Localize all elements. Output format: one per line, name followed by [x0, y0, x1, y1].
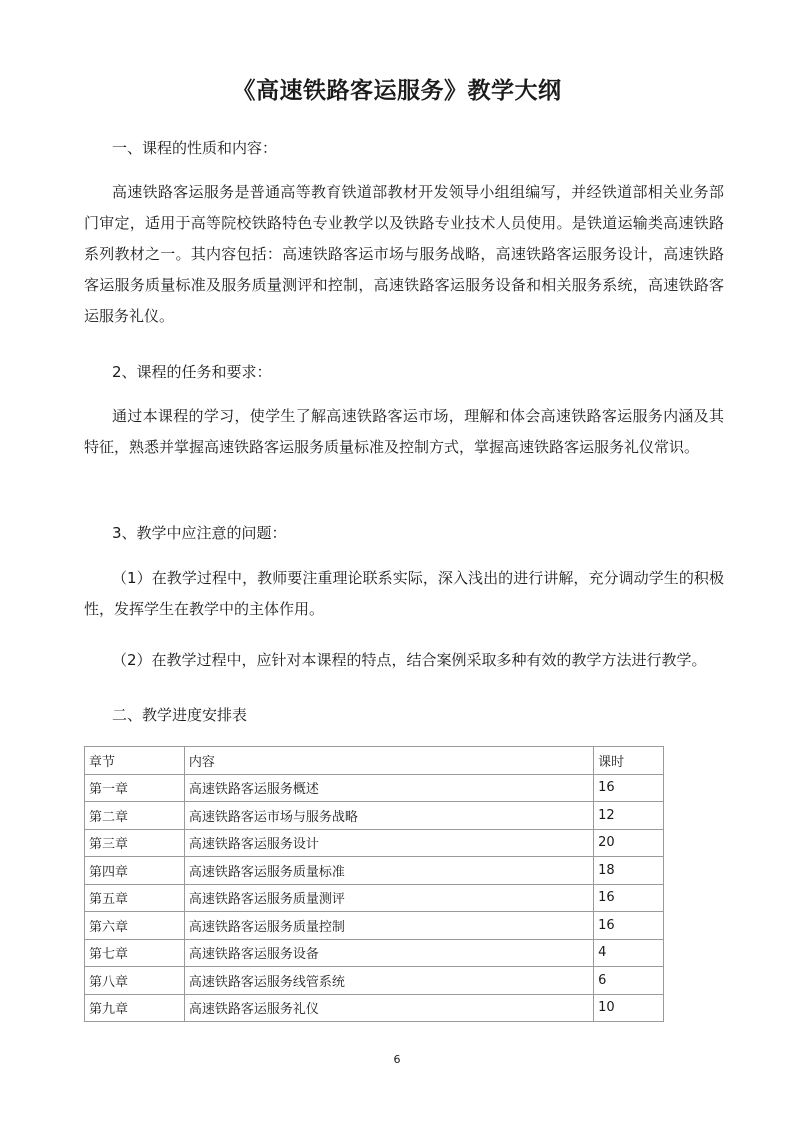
cell-content: 高速铁路客运服务质量测评 — [184, 884, 593, 912]
table-row — [85, 994, 664, 1022]
table-row — [85, 912, 664, 940]
cell-content: 高速铁路客运服务概述 — [184, 774, 593, 802]
document-title: 《高速铁路客运服务》教学大纲 — [232, 78, 562, 104]
table-row — [85, 829, 664, 857]
table-header-row — [85, 747, 664, 775]
cell-hours: 6 — [594, 967, 664, 995]
cell-content: 高速铁路客运市场与服务战略 — [184, 802, 593, 830]
cell-hours: 4 — [594, 939, 664, 967]
cell-content: 高速铁路客运服务质量标准 — [184, 857, 593, 885]
table-row — [85, 967, 664, 995]
header-content: 内容 — [184, 747, 593, 775]
cell-hours: 16 — [594, 774, 664, 802]
cell-chapter: 第四章 — [85, 857, 185, 885]
cell-chapter: 第三章 — [85, 829, 185, 857]
cell-content: 高速铁路客运服务质量控制 — [184, 912, 593, 940]
page-number: 6 — [393, 1053, 401, 1066]
table-row — [85, 884, 664, 912]
section-paragraph-tasks: 通过本课程的学习，使学生了解高速铁路客运市场，理解和体会高速铁路客运服务内涵及其特征，熟悉并掌握高速铁路客运服务质量标准及控制方式，掌握高速铁路客运服务礼仪常识。 — [84, 407, 724, 456]
table-row — [85, 802, 664, 830]
note-point-2: （2）在教学过程中，应针对本课程的特点，结合案例采取多种有效的教学方法进行教学。 — [112, 651, 707, 669]
cell-hours: 10 — [594, 994, 664, 1022]
table-row — [85, 774, 664, 802]
cell-hours: 16 — [594, 884, 664, 912]
section-heading-notes: 3、教学中应注意的问题： — [112, 524, 287, 542]
cell-chapter: 第五章 — [85, 884, 185, 912]
cell-chapter: 第二章 — [85, 802, 185, 830]
cell-hours: 12 — [594, 802, 664, 830]
note-point-1: （1）在教学过程中，教师要注重理论联系实际，深入浅出的进行讲解，充分调动学生的积极性，发挥学生在教学中的主体作用。 — [84, 569, 724, 618]
cell-content: 高速铁路客运服务礼仪 — [184, 994, 593, 1022]
cell-content: 高速铁路客运服务设计 — [184, 829, 593, 857]
cell-hours: 18 — [594, 857, 664, 885]
section-heading-nature: 一、课程的性质和内容： — [112, 139, 278, 157]
cell-content: 高速铁路客运服务设备 — [184, 939, 593, 967]
table-row — [85, 939, 664, 967]
section-heading-tasks: 2、课程的任务和要求： — [112, 363, 272, 381]
cell-hours: 20 — [594, 829, 664, 857]
cell-chapter: 第八章 — [85, 967, 185, 995]
cell-chapter: 第七章 — [85, 939, 185, 967]
cell-chapter: 第一章 — [85, 774, 185, 802]
schedule-table — [84, 746, 664, 1022]
cell-chapter: 第九章 — [85, 994, 185, 1022]
header-chapter: 章节 — [85, 747, 185, 775]
table-row — [85, 857, 664, 885]
cell-hours: 16 — [594, 912, 664, 940]
cell-content: 高速铁路客运服务线管系统 — [184, 967, 593, 995]
section-paragraph-nature: 高速铁路客运服务是普通高等教育铁道部教材开发领导小组组编写，并经铁道部相关业务部门审定，适用于高等院校铁路特色专业教学以及铁路专业技术人员使用。是铁道运输类高速铁路系列教材之一。其内容包括：高速铁路客运市场与服务战略，高速铁路客运服务设计，高速铁路客运服务质量标准及服务质量测评和控制，高速铁路客运服务设备和相关服务系统，高速铁路客运服务礼仪。 — [84, 183, 724, 325]
section-heading-schedule: 二、教学进度安排表 — [112, 706, 248, 724]
cell-chapter: 第六章 — [85, 912, 185, 940]
header-hours: 课时 — [594, 747, 664, 775]
